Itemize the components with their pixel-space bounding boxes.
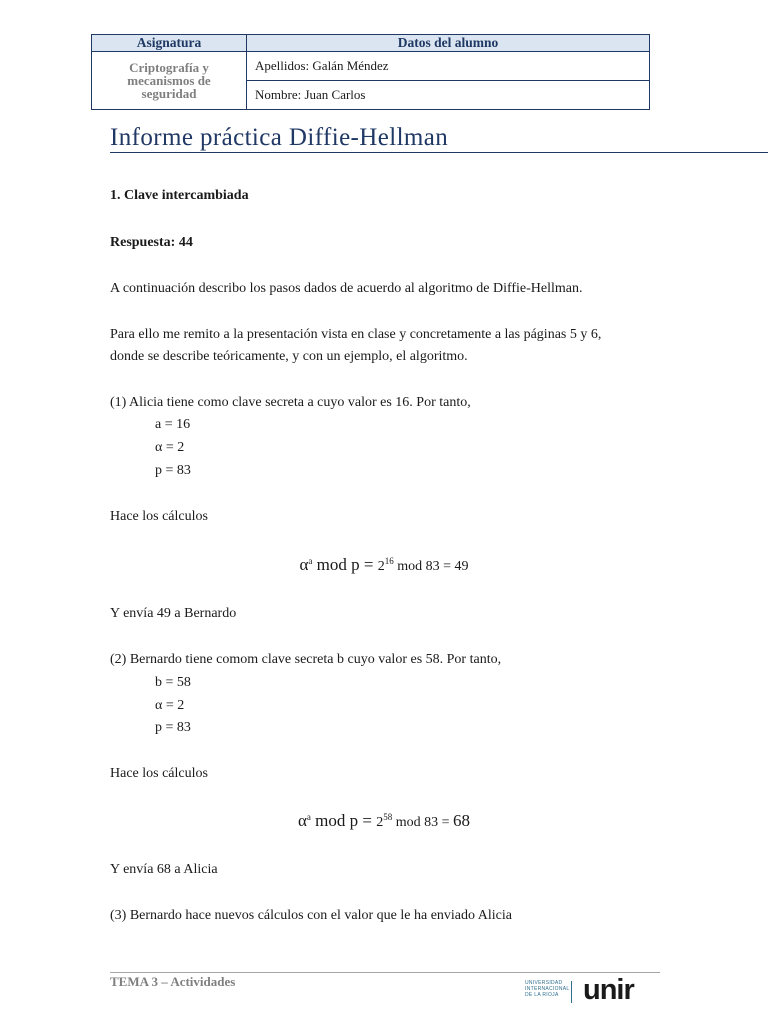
- logo-divider: [571, 981, 572, 1003]
- subject-line: Criptografía y: [129, 60, 209, 75]
- formula-base: 2: [376, 815, 384, 830]
- formula-alpha: α: [299, 555, 309, 574]
- formula-mid: mod p =: [312, 555, 378, 574]
- formula-sup: a: [308, 556, 313, 566]
- step1-value: a = 16: [155, 417, 191, 432]
- step1-value: α = 2: [155, 440, 185, 455]
- footer-divider: [110, 972, 660, 973]
- subject-name: [92, 52, 247, 110]
- header-table: [91, 34, 650, 110]
- step1-calc-label: Hace los cálculos: [110, 509, 208, 524]
- logo-line: INTERNACIONAL: [525, 986, 570, 992]
- step1-text: (1) Alicia tiene como clave secreta a cuyo valor es 16. Por tanto,: [110, 395, 471, 410]
- step2-text: (2) Bernardo tiene comom clave secreta b cuyo valor es 58. Por tanto,: [110, 652, 502, 667]
- step2-value: b = 58: [155, 675, 191, 690]
- header-col-student: Datos del alumno: [247, 35, 650, 52]
- formula-result: 68: [453, 811, 471, 830]
- step1-formula: [0, 555, 768, 575]
- answer: Respuesta: 44: [110, 235, 193, 250]
- step2-value: α = 2: [155, 698, 185, 713]
- step1-value: p = 83: [155, 463, 191, 478]
- title-underline: [110, 152, 768, 153]
- formula-alpha: α: [297, 811, 307, 830]
- step2-value: p = 83: [155, 720, 191, 735]
- student-name: Nombre: Juan Carlos: [247, 81, 650, 110]
- footer-text: TEMA 3 – Actividades: [110, 974, 236, 989]
- formula-rest: mod 83 = 49: [393, 559, 469, 574]
- logo-line: UNIVERSIDAD: [525, 980, 563, 986]
- section-heading: 1. Clave intercambiada: [110, 188, 249, 203]
- reference-line: donde se describe teóricamente, y con un ejemplo, el algoritmo.: [110, 349, 468, 364]
- step2-formula: [0, 811, 768, 831]
- unir-logo: [525, 974, 665, 1010]
- subject-line: mecanismos de: [127, 73, 211, 88]
- formula-sup: a: [306, 812, 311, 822]
- step3-text: (3) Bernardo hace nuevos cálculos con el valor que le ha enviado Alicia: [110, 908, 512, 923]
- formula-exp: 16: [384, 556, 394, 566]
- logo-wordmark: unir: [583, 974, 634, 1006]
- formula-mid: mod p =: [310, 811, 377, 830]
- reference-line: Para ello me remito a la presentación vista en clase y concretamente a las páginas 5 y 6,: [110, 327, 602, 342]
- step2-send: Y envía 68 a Alicia: [110, 862, 218, 877]
- formula-exp: 58: [383, 812, 393, 822]
- header-col-subject: Asignatura: [92, 35, 247, 52]
- formula-base: 2: [377, 559, 385, 574]
- intro-paragraph: A continuación describo los pasos dados de acuerdo al algoritmo de Diffie-Hellman.: [110, 281, 583, 296]
- page-title: Informe práctica Diffie-Hellman: [110, 124, 449, 151]
- formula-rest: mod 83 =: [392, 815, 454, 830]
- step1-send: Y envía 49 a Bernardo: [110, 606, 237, 621]
- logo-university-name: [525, 980, 569, 998]
- logo-line: DE LA RIOJA: [525, 992, 559, 998]
- step2-calc-label: Hace los cálculos: [110, 766, 208, 781]
- student-surname: Apellidos: Galán Méndez: [247, 52, 650, 81]
- subject-line: seguridad: [141, 86, 197, 101]
